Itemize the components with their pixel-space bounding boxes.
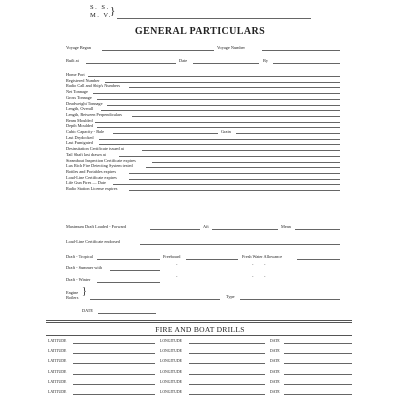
drill-date-field[interactable] xyxy=(284,343,352,344)
draft-winter-label: Draft - Winter xyxy=(66,277,91,282)
particular-label: Steamboat Inspection Certificate expires xyxy=(66,157,136,163)
particular-field[interactable] xyxy=(95,122,340,123)
endorsed-field[interactable] xyxy=(140,244,340,245)
particular-label: Radio Call and Ship's Numbers xyxy=(66,83,121,89)
drill-longitude-label: LONGITUDE xyxy=(160,369,182,374)
particular-label: Depth Moulded xyxy=(66,123,94,129)
grain-field[interactable] xyxy=(236,133,340,134)
fwa-label: Fresh Water Allowance xyxy=(242,254,283,259)
particular-label: Length, Between Perpendiculars xyxy=(66,111,122,117)
drill-latitude-field[interactable] xyxy=(73,384,155,385)
drill-date-field[interactable] xyxy=(284,363,352,364)
engines-label: Engine xyxy=(66,290,79,295)
particular-label: Desinsitation Certificate issued at xyxy=(66,146,124,152)
particular-field[interactable] xyxy=(129,190,340,191)
winter-dash-3: - xyxy=(264,274,266,279)
particular-field[interactable] xyxy=(152,162,340,163)
drill-date-label: DATE xyxy=(270,359,280,364)
voyage-number-label: Voyage Number xyxy=(217,45,245,50)
drill-latitude-field[interactable] xyxy=(73,353,155,354)
freeboard-field[interactable] xyxy=(186,259,238,260)
particular-field[interactable] xyxy=(113,184,340,185)
drill-longitude-label: LONGITUDE xyxy=(160,349,182,354)
draft-mean-label: Mean xyxy=(281,224,291,229)
draft-winter-field[interactable] xyxy=(97,282,160,283)
drill-latitude-label: LATITUDE xyxy=(48,379,67,384)
particular-label: Deadweight Tonnage xyxy=(66,100,103,106)
built-date-field[interactable] xyxy=(193,63,259,64)
fwa-field[interactable] xyxy=(297,259,340,260)
draft-summer-field[interactable] xyxy=(110,270,160,271)
drill-date-field[interactable] xyxy=(284,353,352,354)
particular-field[interactable] xyxy=(99,139,340,140)
drill-longitude-label: LONGITUDE xyxy=(160,339,182,343)
engine-brace: } xyxy=(82,286,87,297)
drill-latitude-field[interactable] xyxy=(73,363,155,364)
particular-label: Last Fumigated xyxy=(66,140,93,146)
winter-dash-2: - xyxy=(252,274,254,279)
particular-label: Life Gun Fires — Date xyxy=(66,180,106,186)
particular-field[interactable] xyxy=(129,87,340,88)
drill-date-field[interactable] xyxy=(284,394,352,395)
drill-date-field[interactable] xyxy=(284,384,352,385)
particular-field[interactable] xyxy=(97,127,340,128)
section-divider-top xyxy=(46,320,352,321)
section-divider-top-thin xyxy=(46,322,352,323)
drill-date-label: DATE xyxy=(270,339,280,343)
drill-date-field[interactable] xyxy=(284,374,352,375)
drill-longitude-field[interactable] xyxy=(189,343,265,344)
drill-longitude-field[interactable] xyxy=(189,353,265,354)
engine-date-label: DATE xyxy=(82,308,93,313)
draft-aft-label: Aft xyxy=(203,224,209,229)
draft-aft-field[interactable] xyxy=(212,229,278,230)
summer-dash-1: - xyxy=(176,262,178,267)
drill-date-label: DATE xyxy=(270,369,280,374)
drill-latitude-label: LATITUDE xyxy=(48,349,67,354)
particular-field[interactable] xyxy=(132,116,341,117)
drill-date-label: DATE xyxy=(270,379,280,384)
grain-label: Grain xyxy=(221,129,231,134)
built-date-label: Date xyxy=(179,58,188,63)
boilers-label: Boilers xyxy=(66,295,79,300)
particular-field[interactable] xyxy=(146,167,340,168)
engine-type-label: Type xyxy=(226,294,235,299)
drill-longitude-field[interactable] xyxy=(189,384,265,385)
built-at-field[interactable] xyxy=(86,63,176,64)
particular-field[interactable] xyxy=(97,99,340,100)
particular-field[interactable] xyxy=(142,150,340,151)
ship-name-line[interactable] xyxy=(117,18,311,19)
particular-field[interactable] xyxy=(93,93,340,94)
drill-longitude-field[interactable] xyxy=(189,374,265,375)
particular-field[interactable] xyxy=(119,156,340,157)
particular-field[interactable] xyxy=(129,179,340,180)
built-at-label: Built at xyxy=(66,58,79,63)
particular-field[interactable] xyxy=(99,144,340,145)
drill-date-label: DATE xyxy=(270,349,280,354)
built-by-field[interactable] xyxy=(273,63,340,64)
particular-field[interactable] xyxy=(101,110,340,111)
drill-longitude-field[interactable] xyxy=(189,394,265,395)
drill-latitude-label: LATITUDE xyxy=(48,359,67,364)
drill-latitude-label: LATITUDE xyxy=(48,339,67,343)
freeboard-label: Freeboard xyxy=(163,254,181,259)
particular-label: Load-Line Certificate expires xyxy=(66,174,117,180)
particular-label: Last Drydocked xyxy=(66,134,94,140)
ss-label: S. S. xyxy=(90,4,110,11)
mv-label: M. V. xyxy=(90,12,112,19)
drill-latitude-field[interactable] xyxy=(73,374,155,375)
drill-latitude-label: LATITUDE xyxy=(48,390,67,394)
drill-latitude-label: LATITUDE xyxy=(48,369,67,374)
draft-tropical-label: Draft - Tropical xyxy=(66,254,93,259)
particular-label: Lux Rich Fire Detecting System tested xyxy=(66,163,133,169)
drill-longitude-label: LONGITUDE xyxy=(160,390,182,394)
voyage-number-field[interactable] xyxy=(262,50,340,51)
particular-field[interactable] xyxy=(105,82,340,83)
drill-longitude-field[interactable] xyxy=(189,363,265,364)
max-draft-label: Maximum Draft Loaded - Forward xyxy=(66,224,127,229)
particular-label: Home Port xyxy=(66,72,85,77)
particular-label: Tail Shaft last drawn at xyxy=(66,151,106,157)
voyage-began-field[interactable] xyxy=(102,50,214,51)
particular-label: Gross Tonnage xyxy=(66,94,92,100)
built-by-label: By xyxy=(263,58,269,63)
particular-label: Beam Moulded xyxy=(66,117,93,123)
particular-label: Radio Station License expires xyxy=(66,186,118,191)
draft-forward-field[interactable] xyxy=(150,229,200,230)
summer-dash-2: - xyxy=(252,262,254,267)
voyage-began-label: Voyage Began xyxy=(66,45,91,50)
particular-label: Bottles and Portables expires xyxy=(66,168,117,174)
particular-field[interactable] xyxy=(129,173,340,174)
drill-latitude-field[interactable] xyxy=(73,343,155,344)
particular-label: Length, Overall xyxy=(66,106,94,112)
particular-field[interactable] xyxy=(88,76,340,77)
engine-type-field[interactable] xyxy=(240,299,340,300)
page-title: GENERAL PARTICULARS xyxy=(134,26,266,37)
draft-mean-field[interactable] xyxy=(295,229,340,230)
drills-title: FIRE AND BOAT DRILLS xyxy=(155,325,245,334)
particular-label: Registered Number xyxy=(66,77,100,83)
particular-label: Net Tonnage xyxy=(66,89,88,95)
particular-field[interactable] xyxy=(107,105,340,106)
drill-latitude-field[interactable] xyxy=(73,394,155,395)
engine-date-field[interactable] xyxy=(98,313,156,314)
drill-date-label: DATE xyxy=(270,390,280,394)
draft-summer-label: Draft - Summer with xyxy=(66,265,102,270)
engines-field[interactable] xyxy=(90,299,220,300)
drills-title-underline xyxy=(46,335,352,336)
endorsed-label: Load-Line Certificate endorsed xyxy=(66,239,120,244)
header-brace: } xyxy=(110,5,116,17)
summer-dash-3: - xyxy=(264,262,266,267)
winter-dash-1: - xyxy=(176,274,178,279)
particular-label: Cubic Capacity - Bale xyxy=(66,129,105,134)
drill-longitude-label: LONGITUDE xyxy=(160,359,182,364)
drill-longitude-label: LONGITUDE xyxy=(160,379,182,384)
draft-tropical-field[interactable] xyxy=(97,259,160,260)
particular-field[interactable] xyxy=(113,133,218,134)
